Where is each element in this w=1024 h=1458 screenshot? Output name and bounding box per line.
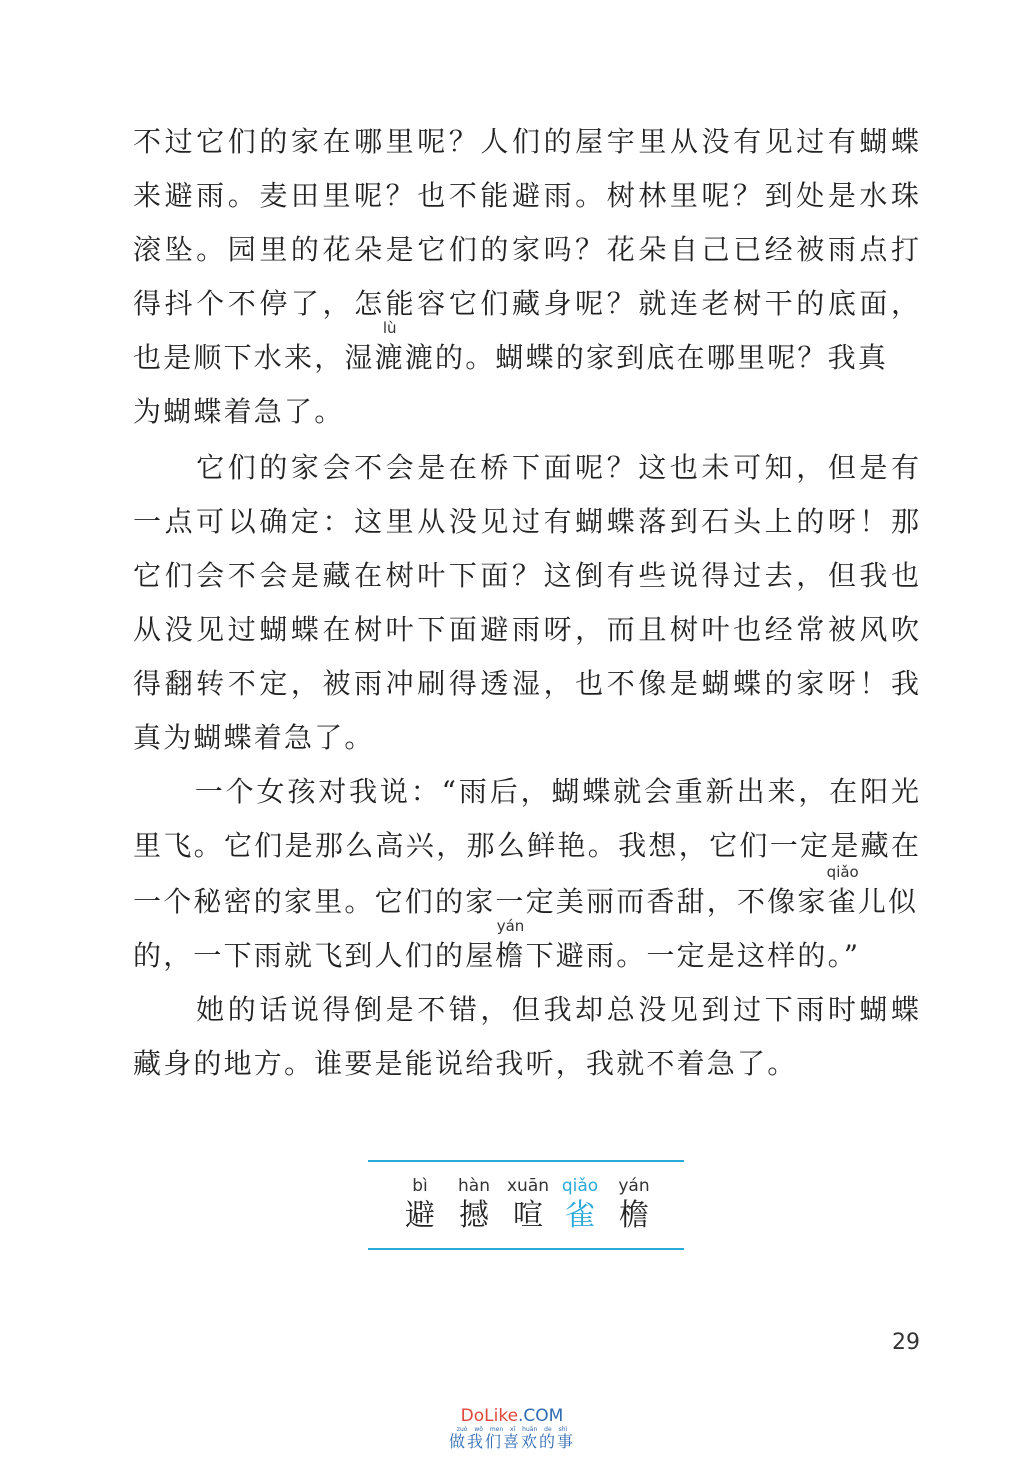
annotated-char: 漉 [374,341,405,374]
text-line: 得抖个不停了，怎能容它们藏身呢？就连老树干的底面， [133,287,919,320]
brand-slogan-pinyin: zuò wǒ men xǐ huān de shì [456,1426,568,1433]
vocab-character: 雀 [565,1198,595,1233]
brand-name-red: DoLike [460,1406,519,1426]
text-segment: 下避雨。一定是这样的。” [525,939,861,972]
vocab-pinyin: yán [618,1176,650,1196]
vocab-word [498,1176,558,1234]
text-line: 一点可以确定：这里从没见过有蝴蝶落到石头上的呀！那 [133,505,919,538]
vocab-word [444,1176,504,1234]
page-number: 29 [892,1330,920,1355]
text-segment: 的，一下雨就飞到人们的屋 [133,939,496,972]
vocab-pinyin: qiǎo [561,1176,599,1196]
vocab-word [390,1176,450,1234]
text-line: 一个女孩对我说：“雨后，蝴蝶就会重新出来，在阳光 [133,775,919,808]
annotated-character [826,863,859,922]
site-watermark [412,1406,612,1451]
annotated-character [374,319,405,378]
annotated-char: 雀 [827,885,858,918]
text-segment: 漉的。蝴蝶的家到底在哪里呢？我真 [404,341,889,374]
text-line: 不过它们的家在哪里呢？人们的屋宇里从没有见过有蝴蝶 [133,125,919,158]
text-line [133,863,919,922]
vocab-character: 檐 [619,1198,649,1233]
vocab-pinyin: hàn [458,1176,490,1196]
vocab-word-highlighted [550,1176,610,1234]
pinyin-annotation: qiǎo [826,863,859,881]
text-line: 得翻转不定，被雨冲刷得透湿，也不像是蝴蝶的家呀！我 [133,667,919,700]
text-line: 从没见过蝴蝶在树叶下面避雨呀，而且树叶也经常被风吹 [133,613,919,646]
text-line: 来避雨。麦田里呢？也不能避雨。树林里呢？到处是水珠 [133,179,919,212]
text-line: 里飞。它们是那么高兴，那么鲜艳。我想，它们一定是藏在 [133,829,919,862]
brand-slogan: 做我们喜欢的事 [448,1432,575,1451]
text-line: 滚坠。园里的花朵是它们的家吗？花朵自己已经被雨点打 [133,233,919,266]
text-line [133,917,919,976]
annotated-char: 檐 [495,939,526,972]
vocab-pinyin: xuān [506,1176,550,1196]
text-line: 它们会不会是藏在树叶下面？这倒有些说得过去，但我也 [133,559,919,592]
text-segment: 一个秘密的家里。它们的家一定美丽而香甜，不像家 [133,885,828,918]
text-line: 它们的家会不会是在桥下面呢？这也未可知，但是有 [133,451,919,484]
vocabulary-box [368,1160,684,1250]
text-line: 为蝴蝶着急了。 [133,395,345,428]
text-line: 她的话说得倒是不错，但我却总没见到过下雨时蝴蝶 [133,993,919,1026]
brand-name-blue: .COM [518,1406,564,1426]
vocab-character: 避 [405,1198,435,1233]
text-segment: 儿似 [857,885,919,918]
text-segment: 也是顺下水来，湿 [133,341,375,374]
vocab-character: 喧 [513,1198,543,1233]
vocab-pinyin: bì [412,1176,428,1196]
pinyin-annotation: lù [382,319,397,337]
brand-name [412,1406,612,1426]
text-line: 真为蝴蝶着急了。 [133,721,375,754]
vocab-word [604,1176,664,1234]
annotated-character [495,917,526,976]
pinyin-annotation: yán [496,917,525,935]
vocabulary-words [368,1176,684,1236]
vocab-character: 撼 [459,1198,489,1233]
text-line: 藏身的地方。谁要是能说给我听，我就不着急了。 [133,1047,798,1080]
text-line [133,319,919,378]
